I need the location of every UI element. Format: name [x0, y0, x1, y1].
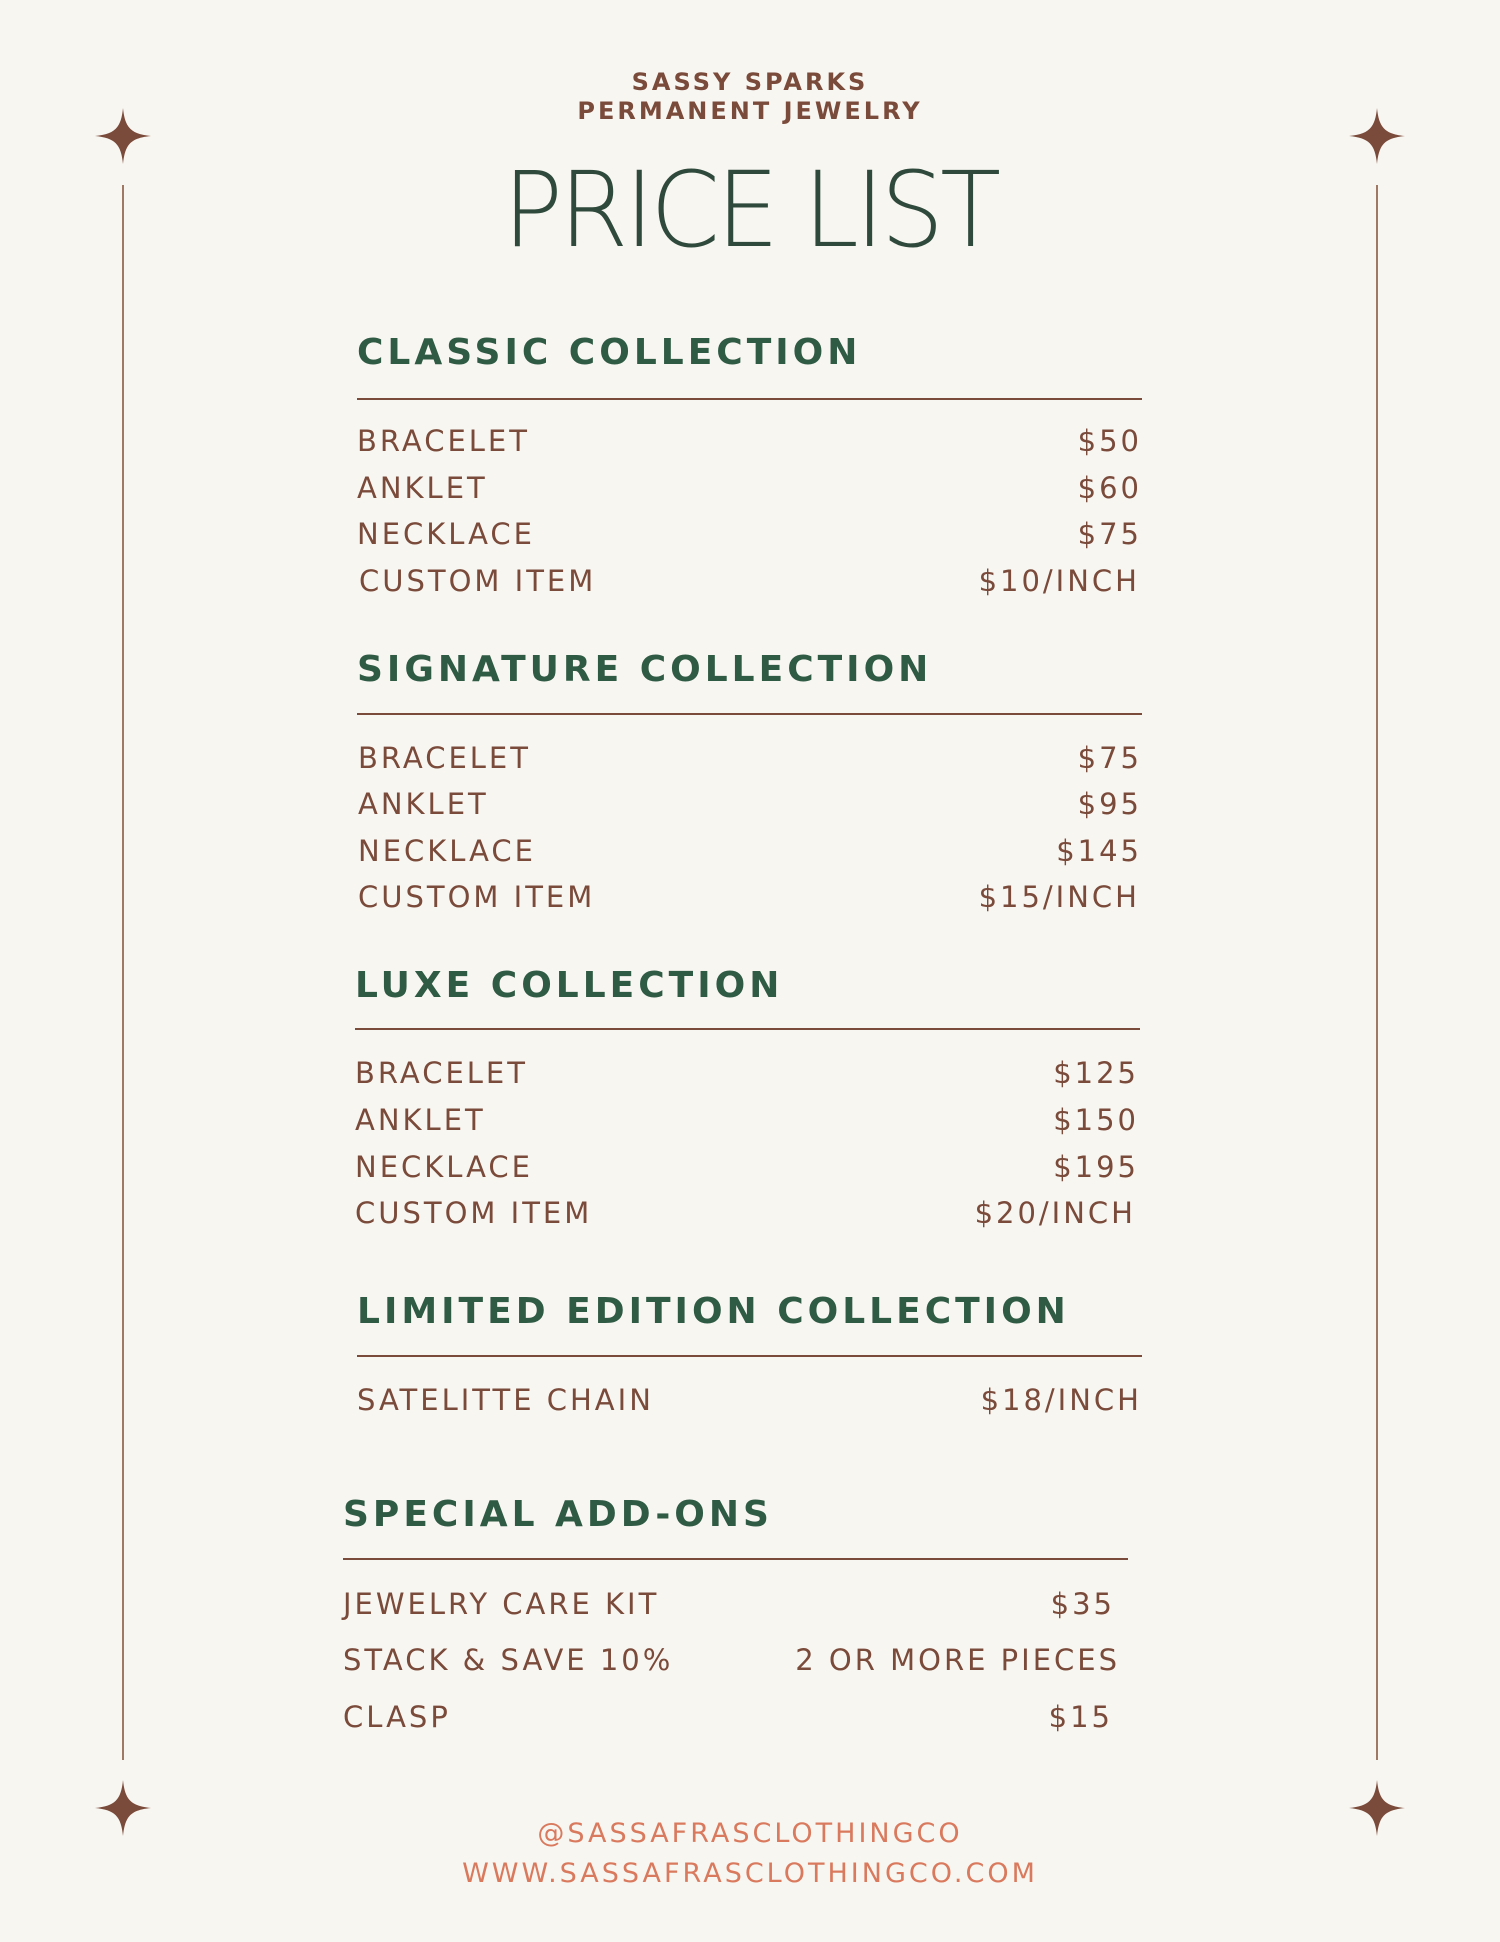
- item-price: $150: [1053, 1103, 1139, 1137]
- item-price: 2 OR MORE PIECES: [795, 1643, 1120, 1677]
- item-price: $145: [1056, 834, 1142, 868]
- item-name: STACK & SAVE 10%: [343, 1643, 674, 1677]
- section-title-limited-edition: LIMITED EDITION COLLECTION: [357, 1291, 1070, 1332]
- item-name: ANKLET: [358, 787, 489, 821]
- price-row: [357, 1382, 1142, 1418]
- section-title-signature: SIGNATURE COLLECTION: [357, 649, 933, 690]
- price-row: [343, 1586, 1115, 1622]
- left-border-line: [122, 185, 124, 1760]
- item-price: $125: [1053, 1056, 1139, 1090]
- price-row: [357, 516, 1142, 552]
- price-row: [355, 1195, 1136, 1231]
- item-price: $10/INCH: [978, 564, 1140, 598]
- brand-name: [0, 68, 1500, 126]
- item-price: $15/INCH: [978, 880, 1140, 914]
- item-price: $20/INCH: [974, 1196, 1136, 1230]
- item-name: ANKLET: [357, 471, 488, 505]
- item-name: CUSTOM ITEM: [359, 564, 597, 598]
- price-row: [355, 1149, 1139, 1185]
- item-name: NECKLACE: [357, 517, 536, 551]
- item-price: $195: [1053, 1150, 1139, 1184]
- item-price: $15: [1048, 1700, 1113, 1734]
- price-row: [357, 423, 1142, 459]
- item-name: CUSTOM ITEM: [355, 1196, 593, 1230]
- social-handle: @SASSAFRASCLOTHINGCO: [537, 1818, 963, 1849]
- section-divider: [357, 398, 1142, 400]
- section-title-special-add-ons: SPECIAL ADD-ONS: [343, 1494, 773, 1535]
- page-title: PRICE LIST: [502, 149, 998, 271]
- item-name: BRACELET: [355, 1056, 528, 1090]
- item-name: SATELITTE CHAIN: [357, 1383, 654, 1417]
- item-name: CUSTOM ITEM: [358, 880, 596, 914]
- price-row: [343, 1642, 1120, 1678]
- item-price: $95: [1077, 787, 1142, 821]
- section-divider: [355, 1028, 1140, 1030]
- brand-line-2: PERMANENT JEWELRY: [577, 97, 923, 125]
- item-name: NECKLACE: [358, 834, 537, 868]
- price-row: [359, 563, 1140, 599]
- item-name: JEWELRY CARE KIT: [343, 1587, 660, 1621]
- price-row: [355, 1102, 1139, 1138]
- item-name: NECKLACE: [355, 1150, 534, 1184]
- item-price: $18/INCH: [980, 1383, 1142, 1417]
- section-title-luxe: LUXE COLLECTION: [355, 965, 784, 1006]
- price-row: [357, 470, 1142, 506]
- price-row: [358, 833, 1142, 869]
- item-name: ANKLET: [355, 1103, 486, 1137]
- price-row: [358, 879, 1140, 915]
- section-divider: [343, 1558, 1128, 1560]
- item-price: $35: [1050, 1587, 1115, 1621]
- item-price: $75: [1077, 741, 1142, 775]
- item-price: $60: [1077, 471, 1142, 505]
- price-row: [343, 1699, 1113, 1735]
- brand-line-1: SASSY SPARKS: [631, 68, 869, 96]
- section-title-classic: CLASSIC COLLECTION: [357, 332, 862, 373]
- item-name: BRACELET: [358, 741, 531, 775]
- price-row: [358, 740, 1142, 776]
- item-name: CLASP: [343, 1700, 451, 1734]
- section-divider: [357, 713, 1142, 715]
- right-border-line: [1376, 185, 1378, 1760]
- item-name: BRACELET: [357, 424, 530, 458]
- section-divider: [357, 1355, 1142, 1357]
- item-price: $50: [1077, 424, 1142, 458]
- website-url: WWW.SASSAFRASCLOTHINGCO.COM: [462, 1858, 1038, 1889]
- item-price: $75: [1077, 517, 1142, 551]
- price-row: [358, 786, 1142, 822]
- price-row: [355, 1055, 1139, 1091]
